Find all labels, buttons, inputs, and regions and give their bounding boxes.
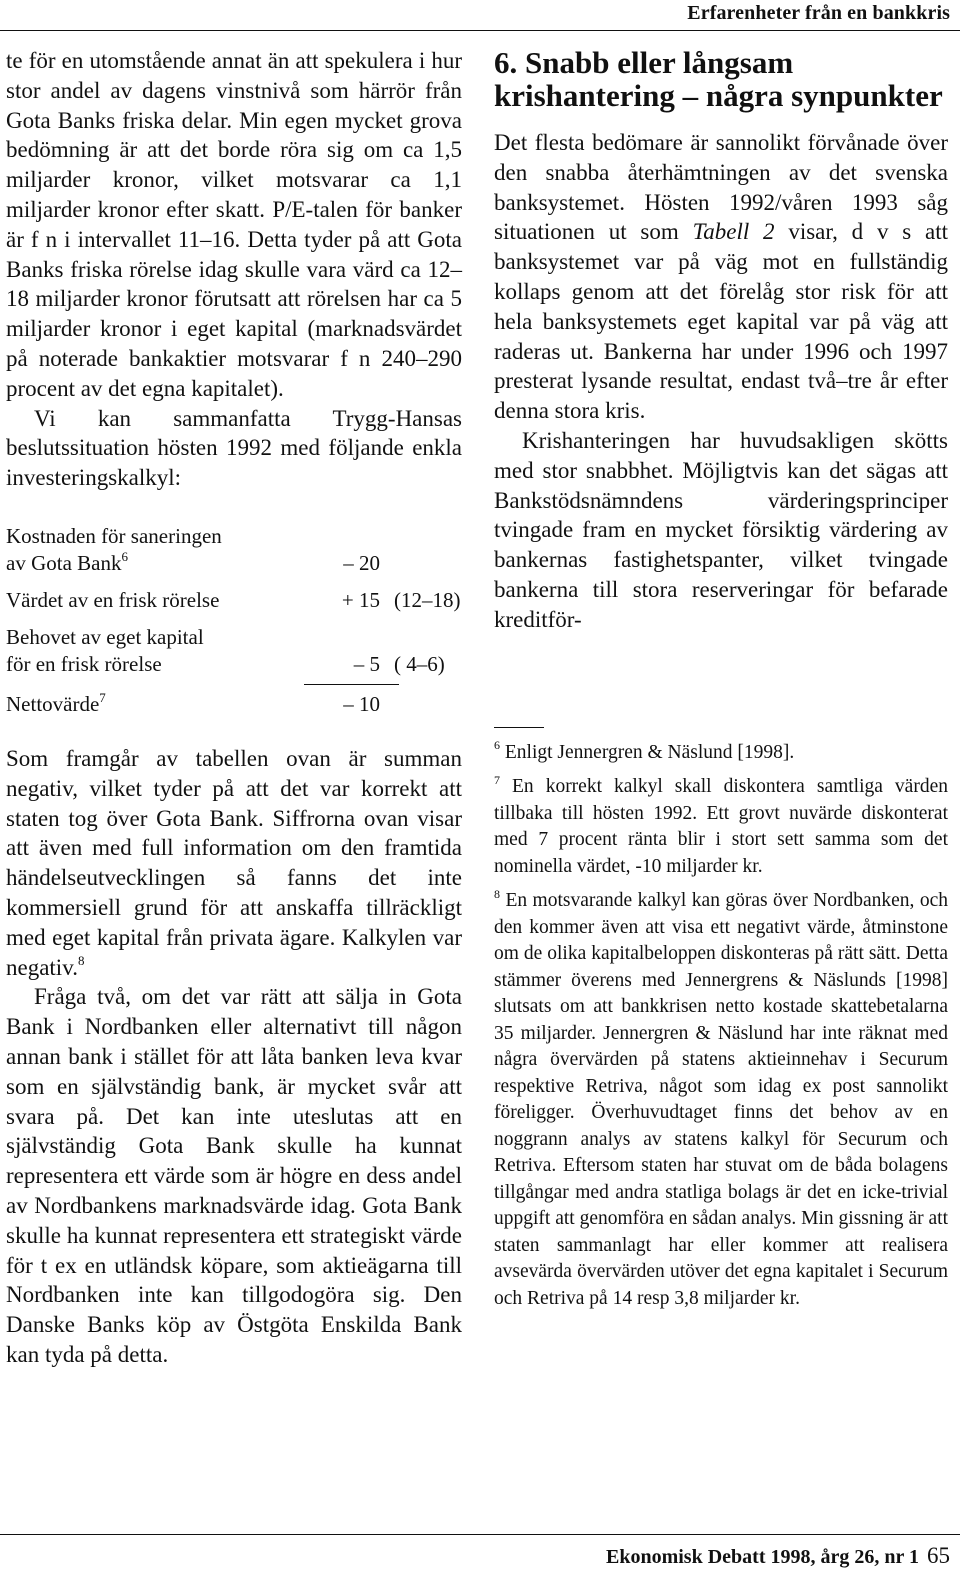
calc-row	[6, 691, 462, 718]
calc-value: – 20	[343, 550, 380, 575]
calc-label: Värdet av en frisk rörelse	[6, 587, 220, 612]
journal-citation: Ekonomisk Debatt 1998, årg 26, nr 1	[606, 1546, 919, 1568]
calc-label: Behovet av eget kapital	[6, 624, 204, 649]
calc-label: Nettovärde	[6, 691, 100, 716]
footnote-text: En motsvarande kalkyl kan göras över Nordbanken, och den kommer även att visa ett negativt värde, åtminstone om de olika kapitalbeloppen diskonteras på rätt sätt. Detta stämmer överens med Jennergrens & Näslunds [1998] slutsats om att bankkrisen netto kostade skattebetalarna 35 miljarder. Jennergren & Näslund har inte räknat med några övervärden på statens aktieinnehav i Securum respektive Retriva, något som idag ex post sannolikt föreligger. Överhuvudtaget finns det behov av en noggrann analys av statens kalkyl för Securum och Retriva. Eftersom staten har stuvat om de båda bolagens tillgångar med andra statliga bolags är det en icke-trivial uppgift att genomföra en sådan analys. Min gissning är att staten sammanlagt har eller kommer att realisera avsevärda övervärden utöver det egna kapitalet i Securum och Retriva på 14 resp 3,8 miljarder kr.	[494, 890, 948, 1309]
footnote	[494, 888, 948, 1312]
page-footer	[606, 1543, 950, 1569]
paragraph-text: te för en utomstående annat än att spekulera i hur stor andel av dagens vinstnivå som härrör från Gota Banks friska delar. Min egen mycket grova bedömning är att det borde röra sig om ca 1,5 miljarder kronor, vilket motsvarar ca 1,1 miljarder kronor efter skatt. P/E-talen för banker är f n i intervallet 11–16. Detta tyder på att Gota Banks friska rörelse idag skulle vara värd ca 12–18 miljarder kronor förutsatt att rörelsen har ca 5 miljarder kronor i eget kapital (marknadsvärdet på noterade bankaktier motsvarar f n 240–290 procent av det egna kapitalet).	[6, 48, 462, 401]
footnotes	[494, 740, 948, 1313]
table-reference: Tabell 2	[692, 219, 775, 245]
header-rule	[0, 30, 960, 31]
paragraph	[6, 46, 462, 404]
page-number: 65	[927, 1543, 950, 1568]
paragraph	[6, 744, 462, 982]
footnote-number: 6	[494, 738, 500, 753]
paragraph: Det flesta bedömare är sannolikt förvånade över den snabba återhämtningen av det svenska banksystemet. Hösten 1992/våren 1993 såg situationen ut som Tabell 2 visar, d v s att banksystemet var på väg mot en fullständig kollaps genom att det förelåg stor risk för att hela banksystemets eget kapital var på väg att raderas ut. Bankerna har under 1996 och 1997 presterat lysande resultat, endast två–tre år efter denna stora kris.	[494, 130, 948, 424]
calc-value: – 10	[343, 691, 380, 716]
calc-row	[6, 523, 462, 577]
paragraph: Krishanteringen har huvudsakligen skötts med stor snabbhet. Möjligtvis kan det sägas att Bankstödsnämndens värderingsprinciper tvingade fram en mycket försiktig värdering av bankernas fastighetspanter, vilket tvingade bankerna till stora reserveringar för befarade kreditför-	[494, 427, 948, 632]
footer-rule	[0, 1534, 960, 1535]
investment-calculation	[6, 523, 462, 718]
footnote	[494, 740, 948, 767]
paragraph: Vi kan sammanfatta Trygg-Hansas beslutssituation hösten 1992 med följande enkla investeringskalkyl:	[6, 405, 462, 491]
section-title: 6. Snabb eller långsam krishantering – några synpunkter	[494, 45, 943, 113]
footnote-text: En korrekt kalkyl skall diskontera samtliga värden tillbaka till hösten 1992. Ett grovt nuvärde diskonterat med 7 procent ränta blir i stort sett samma som det nominella värdet, -10 miljarder kr.	[494, 776, 948, 877]
footnote-number: 7	[494, 772, 500, 787]
calc-label: för en frisk rörelse	[6, 651, 162, 676]
footnote-ref: 7	[99, 689, 106, 705]
calc-row	[6, 624, 462, 678]
calc-range: (12–18)	[394, 587, 461, 612]
footnote-number: 8	[494, 886, 500, 901]
running-head: Erfarenheter från en bankkris	[687, 2, 950, 24]
paragraph: Fråga två, om det var rätt att sälja in Gota Bank i Nordbanken eller alternativt till någon annan bank i stället för att låta banken leva kvar som en självständig bank, är mycket svår att svara på. Det kan inte uteslutas att en självständig Gota Bank skulle ha kunnat representera ett värde som är högre en dess andel av Nordbankens marknadsvärde idag. Gota Bank skulle ha kunnat representera ett strategiskt värde för t ex en utländsk köpare, som aktieägarna till Nordbanken inte kan tillgodogöra sig. Den Danske Banks köp av Östgöta Enskilda Bank kan tyda på detta.	[6, 984, 462, 1367]
calc-row	[6, 587, 462, 614]
paragraph-text: Som framgår av tabellen ovan är summan negativ, vilket tyder på att det var korrekt att staten tog över Gota Bank. Siffrorna ovan visar att även med full information om den framtida händelseutvecklingen så fanns det inte kommersiell grund för att anskaffa tillräckligt med eget kapital från privata ägare. Kalkylen var negativ.	[6, 745, 462, 980]
footnote-rule	[494, 727, 544, 728]
calc-range: ( 4–6)	[394, 651, 445, 676]
footnote-text: Enligt Jennergren & Näslund [1998].	[504, 741, 795, 763]
calc-value: + 15	[341, 587, 380, 612]
sum-rule	[304, 684, 399, 685]
calc-value: – 5	[353, 651, 380, 676]
calc-label: Kostnaden för saneringen	[6, 523, 222, 548]
calc-label: av Gota Bank	[6, 550, 122, 575]
footnote-ref: 8	[77, 952, 85, 968]
footnote-ref: 6	[121, 548, 128, 564]
footnote	[494, 774, 948, 880]
left-column	[6, 46, 462, 1370]
right-column	[494, 46, 948, 1320]
